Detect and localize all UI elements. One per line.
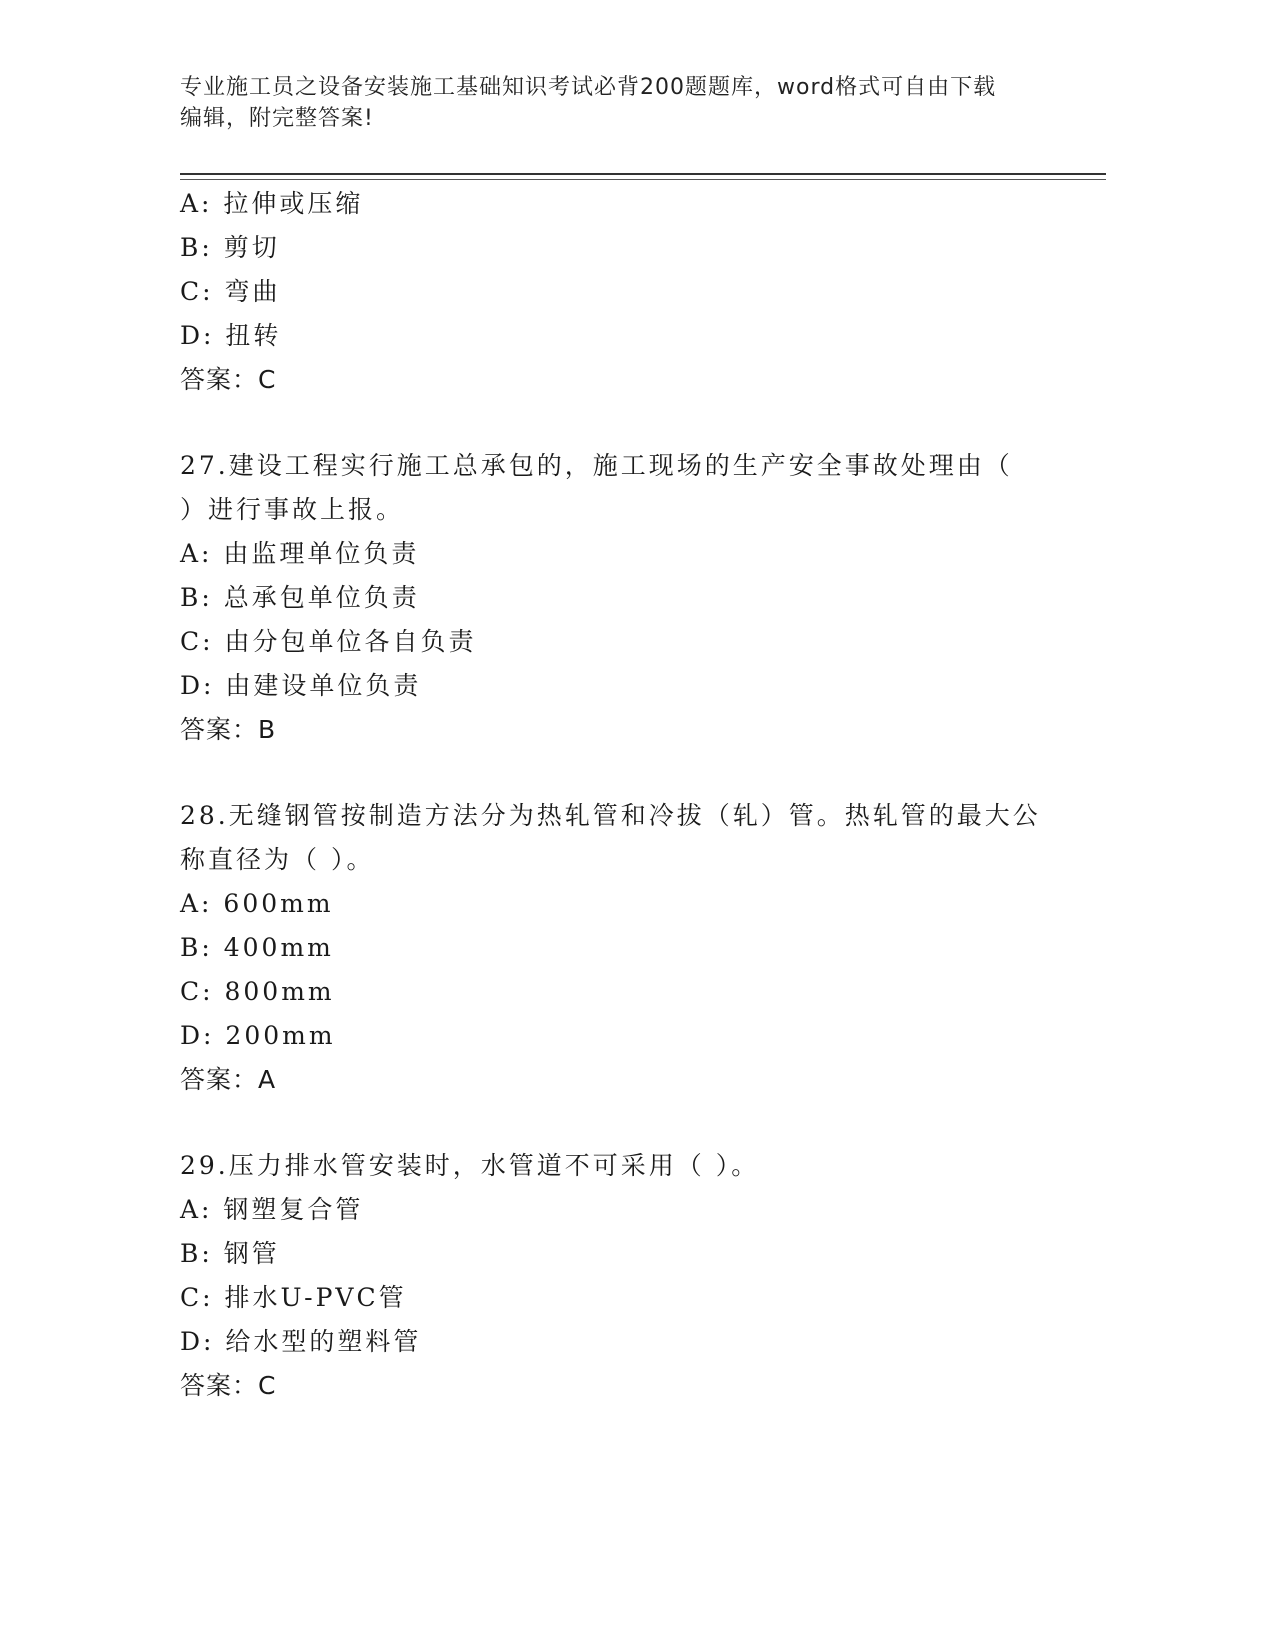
question-stem-line-1: 29.压力排水管安装时，水管道不可采用（ ）。 — [180, 1151, 760, 1180]
question-26 — [180, 182, 1100, 402]
question-gap — [180, 752, 1100, 794]
question-gap — [180, 402, 1100, 444]
document-header — [180, 72, 1080, 134]
option-d: D: 200mm — [180, 1021, 336, 1050]
option-b: B: 400mm — [180, 933, 334, 962]
question-stem-line-1: 27.建设工程实行施工总承包的，施工现场的生产安全事故处理由（ — [180, 451, 1013, 480]
option-a: A: 钢塑复合管 — [180, 1195, 364, 1224]
header-rule-thin — [180, 179, 1106, 180]
option-c: C: 由分包单位各自负责 — [180, 627, 477, 656]
option-c: C: 弯曲 — [180, 277, 281, 306]
question-stem-line-2: 称直径为（ ）。 — [180, 845, 375, 874]
option-a: A: 拉伸或压缩 — [180, 189, 364, 218]
answer: 答案：B — [180, 715, 277, 744]
option-a: A: 600mm — [180, 889, 334, 918]
question-stem-line-2: ）进行事故上报。 — [180, 495, 405, 524]
question-stem-line-1: 28.无缝钢管按制造方法分为热轧管和冷拔（轧）管。热轧管的最大公 — [180, 801, 1041, 830]
question-28 — [180, 794, 1100, 1102]
answer: 答案：C — [180, 365, 277, 394]
option-b: B: 钢管 — [180, 1239, 280, 1268]
option-d: D: 由建设单位负责 — [180, 671, 422, 700]
question-gap — [180, 1102, 1100, 1144]
option-c: C: 800mm — [180, 977, 335, 1006]
option-c: C: 排水U-PVC管 — [180, 1283, 407, 1312]
header-line-2: 编辑，附完整答案! — [180, 106, 374, 131]
answer: 答案：C — [180, 1371, 277, 1400]
header-rule-thick — [180, 173, 1106, 175]
option-a: A: 由监理单位负责 — [180, 539, 420, 568]
question-29 — [180, 1144, 1100, 1408]
question-list — [180, 182, 1100, 1408]
option-d: D: 扭转 — [180, 321, 282, 350]
header-line-1: 专业施工员之设备安装施工基础知识考试必背200题题库，word格式可自由下载 — [180, 75, 997, 100]
option-b: B: 总承包单位负责 — [180, 583, 420, 612]
question-27 — [180, 444, 1100, 752]
option-d: D: 给水型的塑料管 — [180, 1327, 422, 1356]
option-b: B: 剪切 — [180, 233, 280, 262]
answer: 答案：A — [180, 1065, 277, 1094]
